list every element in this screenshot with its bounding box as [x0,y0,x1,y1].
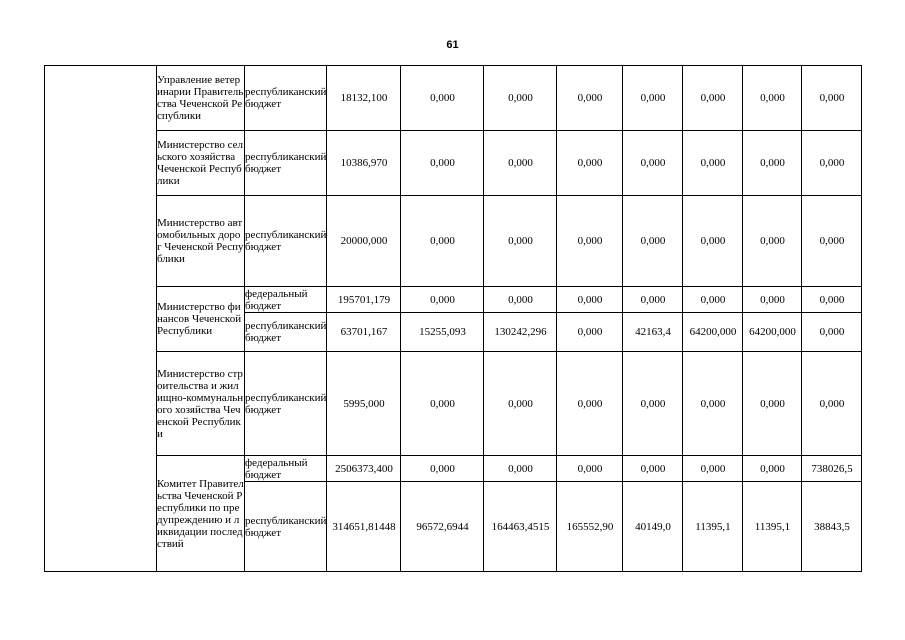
value-cell: 0,000 [802,287,862,313]
value-cell: 0,000 [802,313,862,352]
value-cell: 314651,81448 [327,482,401,572]
value-cell: 0,000 [743,131,802,196]
value-cell: 0,000 [743,287,802,313]
value-cell: 0,000 [401,66,484,131]
value-cell: 0,000 [683,196,743,287]
value-cell: 42163,4 [623,313,683,352]
value-cell: 18132,100 [327,66,401,131]
value-cell: 0,000 [743,66,802,131]
value-cell: 64200,000 [743,313,802,352]
org-name: Министерство строительства и жилищно-коммунального хозяйства Чеченской Республики [157,352,245,456]
org-name: Министерство автомобильных дорог Чеченской Республики [157,196,245,287]
value-cell: 165552,90 [557,482,623,572]
value-cell: 11395,1 [683,482,743,572]
value-cell: 0,000 [484,131,557,196]
value-cell: 0,000 [743,196,802,287]
value-cell: 0,000 [557,313,623,352]
org-name: Комитет Правительства Чеченской Республики по предупреждению и ликвидации последствий [157,456,245,572]
table-row [45,352,862,456]
value-cell: 0,000 [623,66,683,131]
value-cell: 0,000 [802,66,862,131]
value-cell: 0,000 [802,131,862,196]
value-cell: 40149,0 [623,482,683,572]
value-cell: 0,000 [557,66,623,131]
value-cell: 96572,6944 [401,482,484,572]
org-name: Управление ветеринарии Правительства Чеченской Республики [157,66,245,131]
value-cell: 0,000 [484,287,557,313]
value-cell: 0,000 [802,352,862,456]
funding-source: федеральный бюджет [245,287,327,313]
value-cell: 0,000 [683,287,743,313]
value-cell: 0,000 [623,352,683,456]
value-cell: 130242,296 [484,313,557,352]
value-cell: 0,000 [683,456,743,482]
table-row [45,131,862,196]
value-cell: 38843,5 [802,482,862,572]
funding-source: республиканский бюджет [245,313,327,352]
value-cell: 0,000 [484,66,557,131]
value-cell: 0,000 [401,287,484,313]
value-cell: 10386,970 [327,131,401,196]
blank-column [45,66,157,572]
value-cell: 0,000 [623,456,683,482]
funding-source: республиканский бюджет [245,66,327,131]
value-cell: 63701,167 [327,313,401,352]
value-cell: 2506373,400 [327,456,401,482]
table-row [45,66,862,131]
value-cell: 0,000 [623,196,683,287]
value-cell: 64200,000 [683,313,743,352]
value-cell: 0,000 [401,456,484,482]
value-cell: 0,000 [802,196,862,287]
value-cell: 164463,4515 [484,482,557,572]
value-cell: 0,000 [623,131,683,196]
value-cell: 0,000 [743,352,802,456]
value-cell: 0,000 [683,66,743,131]
value-cell: 20000,000 [327,196,401,287]
value-cell: 15255,093 [401,313,484,352]
funding-source: республиканский бюджет [245,196,327,287]
value-cell: 11395,1 [743,482,802,572]
value-cell: 0,000 [743,456,802,482]
value-cell: 5995,000 [327,352,401,456]
value-cell: 0,000 [557,196,623,287]
value-cell: 0,000 [557,131,623,196]
value-cell: 0,000 [484,196,557,287]
table-row [45,196,862,287]
funding-source: республиканский бюджет [245,352,327,456]
value-cell: 738026,5 [802,456,862,482]
page-number: 61 [446,39,459,51]
value-cell: 0,000 [557,456,623,482]
value-cell: 0,000 [484,456,557,482]
funding-source: республиканский бюджет [245,482,327,572]
value-cell: 0,000 [623,287,683,313]
value-cell: 195701,179 [327,287,401,313]
value-cell: 0,000 [683,131,743,196]
value-cell: 0,000 [401,131,484,196]
value-cell: 0,000 [401,196,484,287]
org-name: Министерство сельского хозяйства Чеченской Республики [157,131,245,196]
value-cell: 0,000 [401,352,484,456]
table-row [45,287,862,313]
funding-source: республиканский бюджет [245,131,327,196]
org-name: Министерство финансов Чеченской Республики [157,287,245,352]
value-cell: 0,000 [557,352,623,456]
value-cell: 0,000 [683,352,743,456]
value-cell: 0,000 [557,287,623,313]
table-row [45,456,862,482]
value-cell: 0,000 [484,352,557,456]
funding-source: федеральный бюджет [245,456,327,482]
budget-table [44,65,862,572]
